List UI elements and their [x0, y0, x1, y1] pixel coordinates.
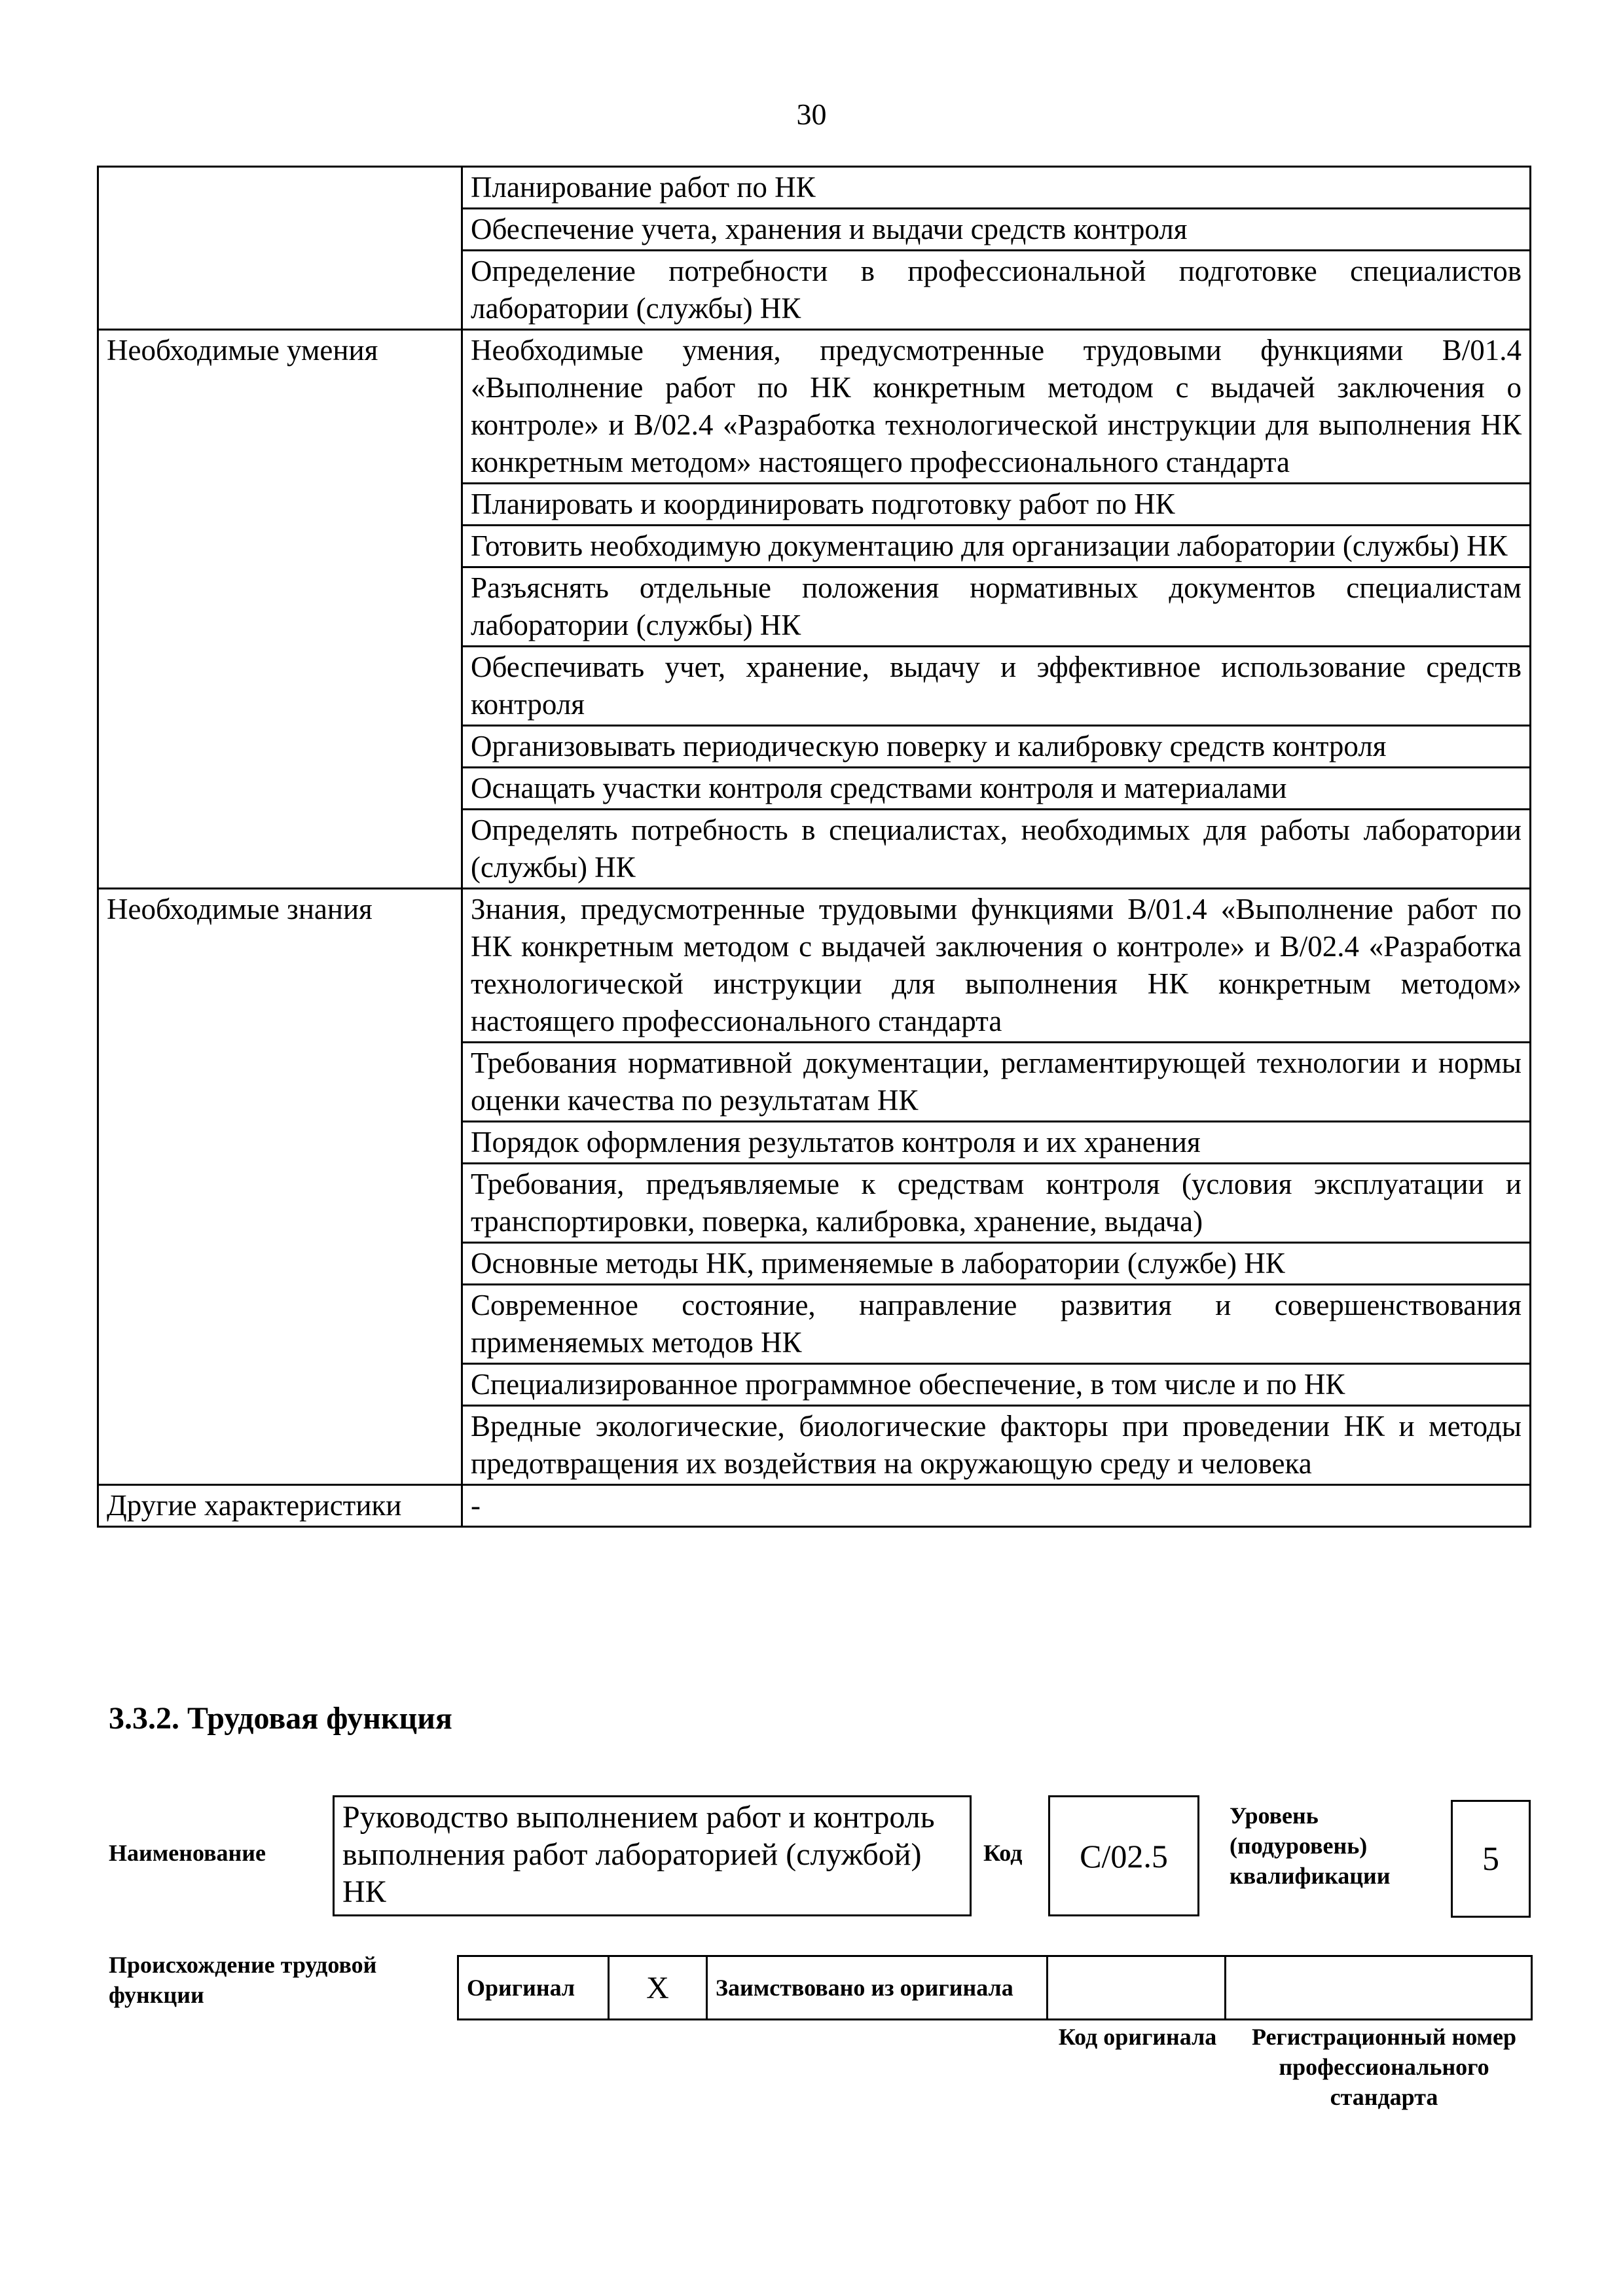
- row-content-cell: Разъяснять отдельные положения нормативных документов специалистам лаборатории (службы) НК: [462, 567, 1531, 647]
- row-content-cell: Вредные экологические, биологические факторы при проведении НК и методы предотвращения их воздействия на окружающую среду и человека: [462, 1406, 1531, 1485]
- origin-table: [457, 1955, 1533, 2020]
- skills-knowledge-table: [97, 166, 1531, 1528]
- original-cell: Оригинал: [458, 1956, 609, 2020]
- row-content-cell: Планирование работ по НК: [462, 167, 1531, 209]
- row-content-cell: -: [462, 1485, 1531, 1527]
- table-row: [98, 889, 1531, 1043]
- row-content-cell: Специализированное программное обеспечение, в том числе и по НК: [462, 1364, 1531, 1406]
- registration-number-cell: [1226, 1956, 1532, 2020]
- row-content-cell: Требования нормативной документации, регламентирующей технологии и нормы оценки качества по результатам НК: [462, 1043, 1531, 1122]
- function-name-box: Руководство выполнением работ и контроль выполнения работ лабораторией (службой) НК: [333, 1795, 972, 1916]
- row-content-cell: Знания, предусмотренные трудовыми функциями B/01.4 «Выполнение работ по НК конкретным методом с выдачей заключения о контроле» и B/02.4 «Разработка технологической инструкции для выполнения НК конкретным методом» настоящего профессионального стандарта: [462, 889, 1531, 1043]
- row-content-cell: Планировать и координировать подготовку работ по НК: [462, 484, 1531, 526]
- name-label: Наименование: [109, 1840, 266, 1866]
- page-number: 30: [796, 98, 827, 131]
- row-content-cell: Современное состояние, направление развития и совершенствования применяемых методов НК: [462, 1285, 1531, 1364]
- row-content-cell: Определять потребность в специалистах, необходимых для работы лаборатории (службы) НК: [462, 810, 1531, 889]
- original-code-caption: Код оригинала: [1058, 2024, 1217, 2050]
- row-header-knowledge: Необходимые знания: [98, 889, 462, 1485]
- row-content-cell: Определение потребности в профессиональной подготовке специалистов лаборатории (службы) НК: [462, 251, 1531, 330]
- row-content-cell: Обеспечивать учет, хранение, выдачу и эффективное использование средств контроля: [462, 647, 1531, 726]
- registration-number-caption: Регистрационный номер профессионального стандарта: [1251, 2024, 1517, 2110]
- code-label: Код: [983, 1840, 1023, 1866]
- original-code-cell: [1048, 1956, 1226, 2020]
- row-header-skills: Необходимые умения: [98, 330, 462, 889]
- table-row: [98, 167, 1531, 209]
- row-header-cell: [98, 167, 462, 330]
- table-row: [98, 1485, 1531, 1527]
- row-content-cell: Готовить необходимую документацию для организации лаборатории (службы) НК: [462, 526, 1531, 567]
- table-row: [98, 330, 1531, 484]
- origin-label: Происхождение трудовой функции: [109, 1952, 377, 2008]
- row-content-cell: Необходимые умения, предусмотренные трудовыми функциями B/01.4 «Выполнение работ по НК конкретным методом с выдачей заключения о контроле» и B/02.4 «Разработка технологической инструкции для выполнения НК конкретным методом» настоящего профессионального стандарта: [462, 330, 1531, 484]
- row-content-cell: Основные методы НК, применяемые в лаборатории (службе) НК: [462, 1243, 1531, 1285]
- qualification-level-label: Уровень (подуровень) квалификации: [1230, 1803, 1391, 1889]
- row-header-other: Другие характеристики: [98, 1485, 462, 1527]
- table-row: [458, 1956, 1532, 2020]
- borrowed-cell: Заимствовано из оригинала: [707, 1956, 1048, 2020]
- original-mark-cell: X: [609, 1956, 707, 2020]
- qualification-level-box: 5: [1451, 1800, 1531, 1918]
- row-content-cell: Организовывать периодическую поверку и калибровку средств контроля: [462, 726, 1531, 768]
- row-content-cell: Обеспечение учета, хранения и выдачи средств контроля: [462, 209, 1531, 251]
- section-title: 3.3.2. Трудовая функция: [109, 1701, 452, 1736]
- row-content-cell: Оснащать участки контроля средствами контроля и материалами: [462, 768, 1531, 810]
- function-code-box: C/02.5: [1048, 1795, 1199, 1916]
- row-content-cell: Требования, предъявляемые к средствам контроля (условия эксплуатации и транспортировки, поверка, калибровка, хранение, выдача): [462, 1164, 1531, 1243]
- row-content-cell: Порядок оформления результатов контроля и их хранения: [462, 1122, 1531, 1164]
